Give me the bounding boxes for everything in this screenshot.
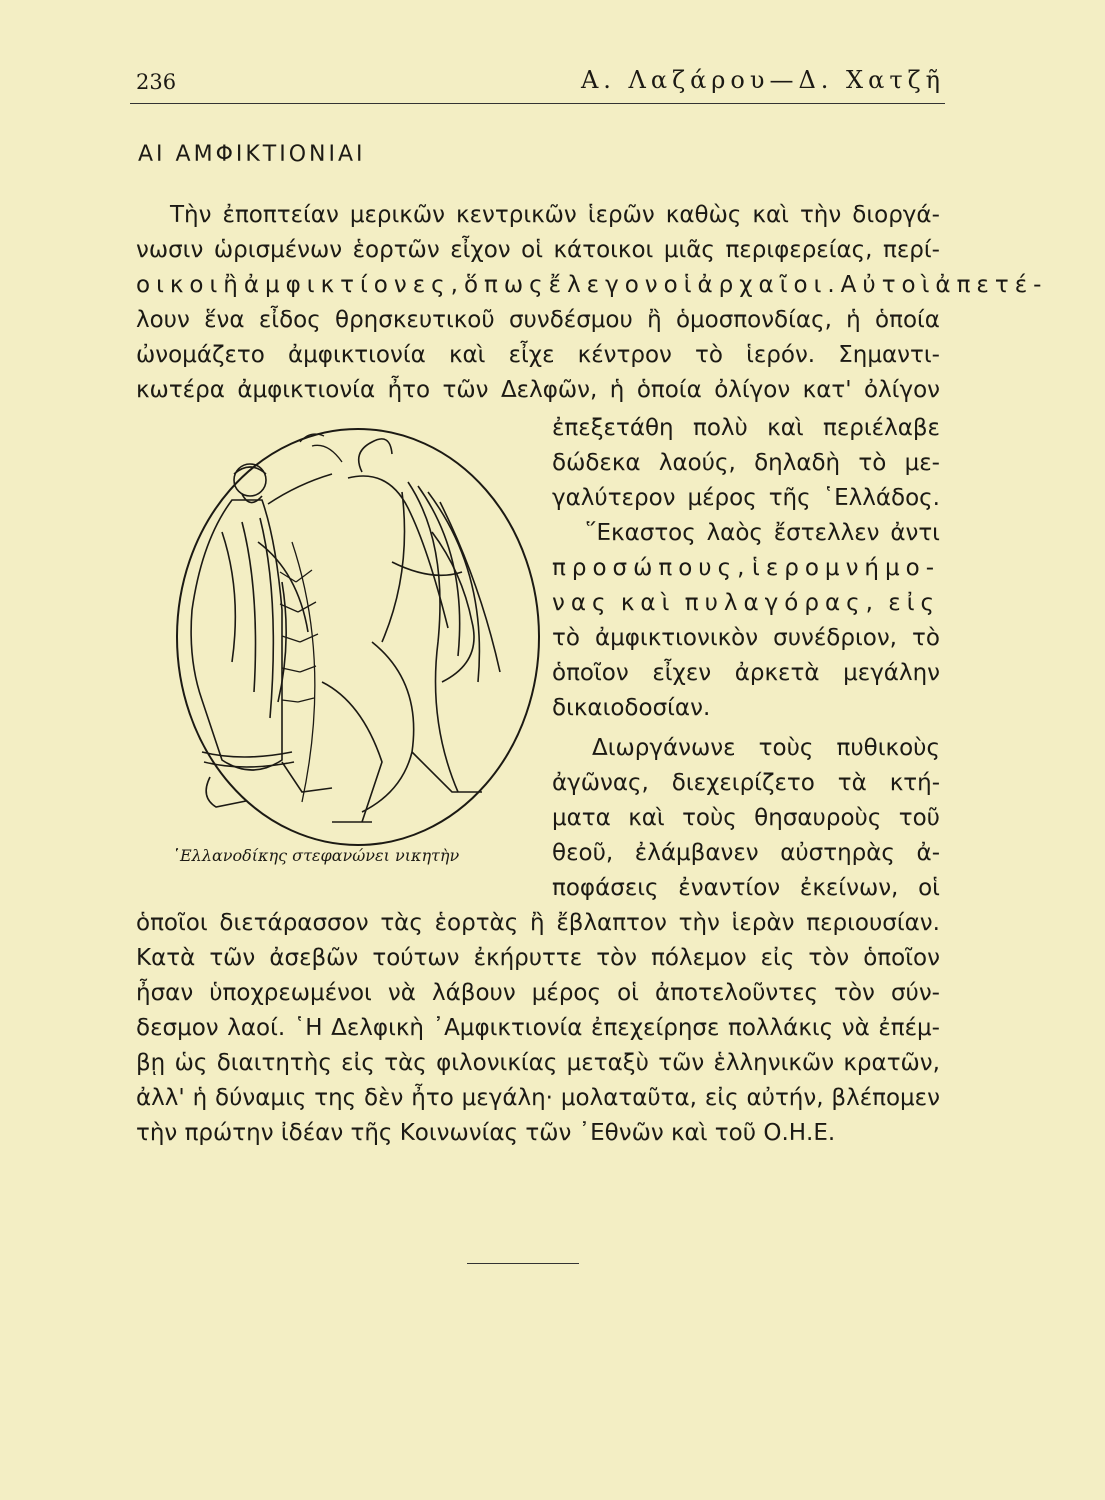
body-line: γαλύτερον μέρος τῆς ῾Ελλάδος.	[552, 485, 940, 511]
body-line: Κατὰ τῶν ἀσεβῶν τούτων ἐκήρυττε τὸν πόλεμον εἰς τὸν ὁποῖον	[136, 945, 940, 971]
body-line: ὁποῖοι διετάρασσον τὰς ἑορτὰς ἢ ἔβλαπτον τὴν ἱερὰν περιουσίαν.	[136, 910, 940, 936]
body-line: δώδεκα λαούς, δηλαδὴ τὸ με-	[552, 450, 940, 476]
palm-branch	[280, 434, 342, 802]
body-line: λουν ἕνα εἶδος θρησκευτικοῦ συνδέσμου ἢ ὁμοσπονδίας, ἡ ὁποία	[136, 307, 940, 333]
end-rule	[467, 1263, 579, 1264]
body-line: ῞Εκαστος λαὸς ἔστελλεν ἀντι	[585, 520, 940, 546]
body-line: τὸ ἀμφικτιονικὸν συνέδριον, τὸ	[552, 625, 940, 651]
section-title: ΑΙ ΑΜΦΙΚΤΙΟΝΙΑΙ	[138, 142, 366, 167]
body-line: νωσιν ὡρισμένων ἑορτῶν εἶχον οἱ κάτοικοι μιᾶς περιφερείας, περί-	[136, 237, 940, 263]
body-line: νας καὶ πυλαγόρας, εἰς	[552, 590, 940, 616]
body-line: προσώπους, ἱερομνήμο-	[552, 555, 940, 581]
body-line: τὴν πρώτην ἰδέαν τῆς Κοινωνίας τῶν ᾿Εθνῶν καὶ τοῦ Ο.Η.Ε.	[136, 1120, 836, 1146]
body-line: βῃ ὡς διαιτητὴς εἰς τὰς φιλονικίας μεταξὺ τῶν ἑλληνικῶν κρατῶν,	[136, 1050, 940, 1076]
vase-painting-illustration	[172, 422, 544, 852]
body-line: ὁποῖον εἶχεν ἀρκετὰ μεγάλην	[552, 660, 940, 686]
body-line: ποφάσεις ἐναντίον ἐκείνων, οἱ	[552, 875, 940, 901]
figure-caption: ῾Ελλανοδίκης στεφανώνει νικητὴν	[172, 846, 460, 865]
body-line: ἐπεξετάθη πολὺ καὶ περιέλαβε	[552, 415, 940, 441]
body-line: ἀλλ' ἡ δύναμις της δὲν ἦτο μεγάλη· μολαταῦτα, εἰς αὐτήν, βλέπομεν	[136, 1085, 940, 1111]
body-line: ὠνομάζετο ἀμφικτιονία καὶ εἶχε κέντρον τὸ ἱερόν. Σημαντι-	[136, 342, 940, 368]
body-line: Διωργάνωνε τοὺς πυθικοὺς	[592, 735, 940, 761]
body-line: ματα καὶ τοὺς θησαυροὺς τοῦ	[552, 805, 940, 831]
body-line: Τὴν ἐποπτείαν μερικῶν κεντρικῶν ἱερῶν καθὼς καὶ τὴν διοργά-	[170, 202, 940, 228]
body-line: δεσμον λαοί. ῾Η Δελφικὴ ᾿Αμφικτιονία ἐπεχείρησε πολλάκις νὰ ἐπέμ-	[136, 1015, 940, 1041]
body-line: κωτέρα ἀμφικτιονία ἦτο τῶν Δελφῶν, ἡ ὁποία ὀλίγον κατ' ὀλίγον	[136, 377, 940, 403]
running-head: Α. Λαζάρου—Δ. Χατζῆ	[580, 66, 945, 94]
body-line: ἦσαν ὑποχρεωμένοι νὰ λάβουν μέρος οἱ ἀποτελοῦντες τὸν σύν-	[136, 980, 940, 1006]
body-line: ἀγῶνας, διεχειρίζετο τὰ κτή-	[552, 770, 940, 796]
victor-figure	[322, 439, 500, 822]
body-line: θεοῦ, ἐλάμβανεν αὐστηρὰς ἀ-	[552, 840, 940, 866]
body-line: οικοι ἢ ἀμφικτίονες, ὅπως ἔλεγον οἱ ἀρχαῖοι. Αὐτοὶ ἀπετέ-	[136, 272, 1048, 298]
body-line: δικαιοδοσίαν.	[552, 695, 711, 721]
page-number: 236	[136, 70, 177, 94]
